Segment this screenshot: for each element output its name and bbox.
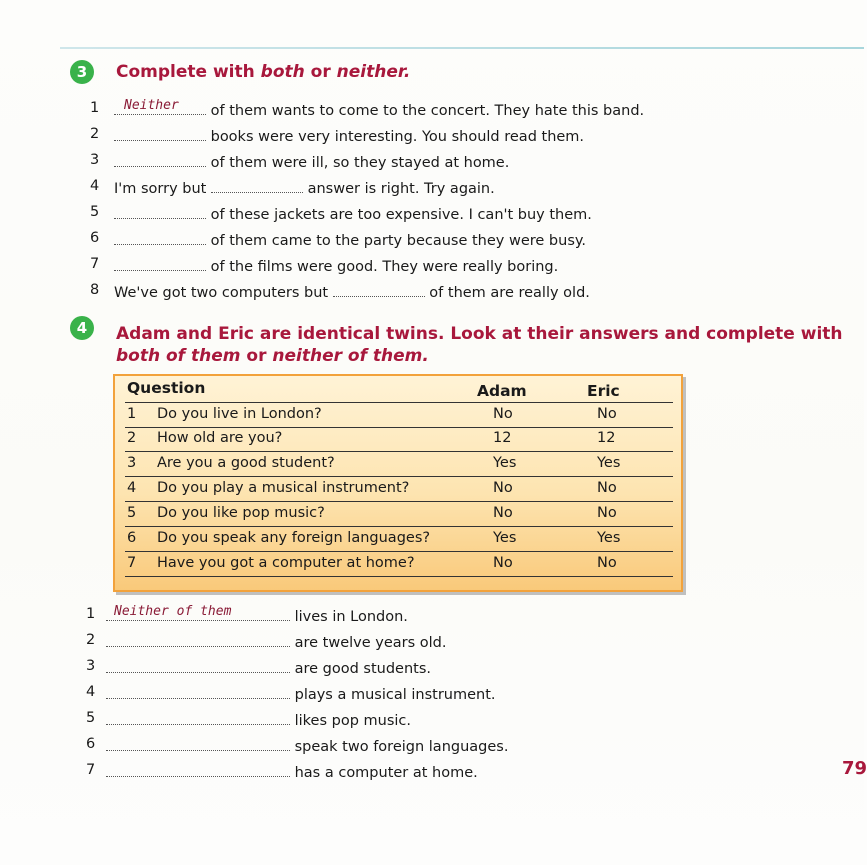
- ex4-answer-blank[interactable]: [106, 632, 290, 647]
- table-row-eric: Yes: [597, 530, 621, 546]
- table-row-adam: No: [493, 505, 513, 521]
- ex3-item-suffix: of them wants to come to the concert. They hate this band.: [210, 103, 645, 119]
- ex4-item-number: 7: [86, 762, 96, 778]
- table-row-question: Are you a good student?: [157, 455, 335, 471]
- ex4-title-or: or: [240, 346, 273, 366]
- table-row-eric: No: [597, 555, 617, 571]
- ex4-item-number: 3: [86, 658, 96, 674]
- table-header-adam: Adam: [477, 382, 527, 400]
- table-row: [125, 552, 673, 577]
- ex4-item-number: 6: [86, 736, 96, 752]
- ex3-answer-blank[interactable]: [114, 100, 206, 115]
- table-row-question: Do you live in London?: [157, 406, 322, 422]
- ex4-title-neither-of-them: neither of them.: [272, 346, 429, 366]
- table-row-question: Do you play a musical instrument?: [157, 480, 410, 496]
- table-header-question: Question: [127, 379, 206, 397]
- ex4-answer-text: Neither of them: [114, 604, 232, 619]
- ex4-answer-blank[interactable]: [106, 606, 290, 621]
- ex4-answer-blank[interactable]: [106, 762, 290, 777]
- ex4-item-suffix: plays a musical instrument.: [294, 687, 496, 703]
- table-row: [125, 502, 673, 527]
- table-row-number: 3: [127, 455, 137, 471]
- ex3-answer-blank[interactable]: [114, 230, 206, 245]
- ex4-answer-blank[interactable]: [106, 684, 290, 699]
- ex3-item-suffix: of these jackets are too expensive. I can't buy them.: [210, 207, 592, 223]
- ex4-item-suffix: speak two foreign languages.: [294, 739, 509, 755]
- ex4-item-number: 1: [86, 606, 96, 622]
- ex3-answer-blank[interactable]: [114, 256, 206, 271]
- ex3-item-number: 8: [90, 282, 100, 298]
- ex4-item-suffix: lives in London.: [294, 609, 408, 625]
- ex3-item-number: 4: [90, 178, 100, 194]
- page-number: 79: [842, 758, 867, 779]
- top-rule: [60, 47, 864, 49]
- ex4-item-suffix: are good students.: [294, 661, 432, 677]
- ex3-item-sentence: [114, 282, 590, 301]
- ex3-item-sentence: [114, 230, 586, 249]
- ex3-item-prefix: I'm sorry but: [114, 181, 207, 197]
- ex3-title-word-neither: neither.: [336, 62, 411, 82]
- table-row-adam: Yes: [493, 455, 517, 471]
- ex4-answer-blank[interactable]: [106, 658, 290, 673]
- table-row: [125, 452, 673, 477]
- ex3-item-prefix: We've got two computers but: [114, 285, 329, 301]
- ex3-title-text: Complete with: [116, 62, 261, 82]
- ex3-item-number: 7: [90, 256, 100, 272]
- ex3-item-suffix: answer is right. Try again.: [307, 181, 495, 197]
- table-row-number: 5: [127, 505, 137, 521]
- exercise-4-number: 4: [70, 316, 94, 340]
- ex3-item-number: 3: [90, 152, 100, 168]
- ex4-item-sentence: [106, 762, 478, 781]
- ex3-answer-blank[interactable]: [114, 126, 206, 141]
- table-row-adam: No: [493, 406, 513, 422]
- ex4-answer-blank[interactable]: [106, 710, 290, 725]
- ex3-item-sentence: [114, 178, 495, 197]
- ex3-answer-text: Neither: [124, 98, 179, 113]
- ex3-item-sentence: [114, 100, 644, 119]
- ex4-answer-blank[interactable]: [106, 736, 290, 751]
- ex4-item-number: 4: [86, 684, 96, 700]
- ex3-item-suffix: of the films were good. They were really boring.: [210, 259, 559, 275]
- exercise-4-title: [116, 323, 846, 367]
- ex4-item-suffix: has a computer at home.: [294, 765, 478, 781]
- ex4-item-sentence: [106, 632, 447, 651]
- ex3-item-number: 6: [90, 230, 100, 246]
- ex3-item-suffix: of them are really old.: [429, 285, 590, 301]
- ex3-answer-blank[interactable]: [333, 282, 425, 297]
- table-row-eric: No: [597, 406, 617, 422]
- table-row: [125, 527, 673, 552]
- table-row-number: 7: [127, 555, 137, 571]
- table-row-eric: 12: [597, 430, 616, 446]
- ex3-item-sentence: [114, 152, 509, 171]
- ex4-item-sentence: [106, 684, 496, 703]
- ex3-item-sentence: [114, 126, 584, 145]
- ex3-item-number: 1: [90, 100, 100, 116]
- ex3-answer-blank[interactable]: [114, 204, 206, 219]
- table-row-adam: No: [493, 480, 513, 496]
- ex4-item-sentence: [106, 710, 411, 729]
- table-row-adam: 12: [493, 430, 512, 446]
- table-row: [125, 427, 673, 452]
- ex4-item-sentence: [106, 736, 508, 755]
- ex3-answer-blank[interactable]: [211, 178, 303, 193]
- table-row-number: 6: [127, 530, 137, 546]
- ex3-item-sentence: [114, 204, 592, 223]
- answers-table: [113, 374, 683, 592]
- ex3-title-or: or: [304, 62, 337, 82]
- table-row-adam: No: [493, 555, 513, 571]
- ex4-item-suffix: likes pop music.: [294, 713, 411, 729]
- table-row: [125, 402, 673, 428]
- ex4-title-both-of-them: both of them: [116, 346, 241, 366]
- ex3-answer-blank[interactable]: [114, 152, 206, 167]
- ex3-item-suffix: of them came to the party because they were busy.: [210, 233, 587, 249]
- table-row-question: Do you like pop music?: [157, 505, 325, 521]
- ex4-item-number: 2: [86, 632, 96, 648]
- ex3-item-sentence: [114, 256, 558, 275]
- ex3-item-suffix: books were very interesting. You should read them.: [210, 129, 585, 145]
- exercise-3-number: 3: [70, 60, 94, 84]
- ex4-item-sentence: [106, 606, 408, 625]
- ex3-title-word-both: both: [260, 62, 305, 82]
- table-row-question: Have you got a computer at home?: [157, 555, 415, 571]
- ex4-item-sentence: [106, 658, 431, 677]
- exercise-3-title: [116, 61, 410, 83]
- ex4-title-line1: Adam and Eric are identical twins. Look at their answers and complete with: [116, 324, 843, 344]
- table-row-question: How old are you?: [157, 430, 283, 446]
- table-row-eric: Yes: [597, 455, 621, 471]
- ex3-item-number: 2: [90, 126, 100, 142]
- table-row-adam: Yes: [493, 530, 517, 546]
- ex4-item-number: 5: [86, 710, 96, 726]
- ex3-item-number: 5: [90, 204, 100, 220]
- table-row-number: 1: [127, 406, 137, 422]
- table-header-eric: Eric: [587, 382, 620, 400]
- table-row-question: Do you speak any foreign languages?: [157, 530, 431, 546]
- table-row-eric: No: [597, 480, 617, 496]
- table-row: [125, 477, 673, 502]
- table-row-number: 4: [127, 480, 137, 496]
- ex3-item-suffix: of them were ill, so they stayed at home.: [210, 155, 510, 171]
- table-row-eric: No: [597, 505, 617, 521]
- table-row-number: 2: [127, 430, 137, 446]
- ex4-item-suffix: are twelve years old.: [294, 635, 447, 651]
